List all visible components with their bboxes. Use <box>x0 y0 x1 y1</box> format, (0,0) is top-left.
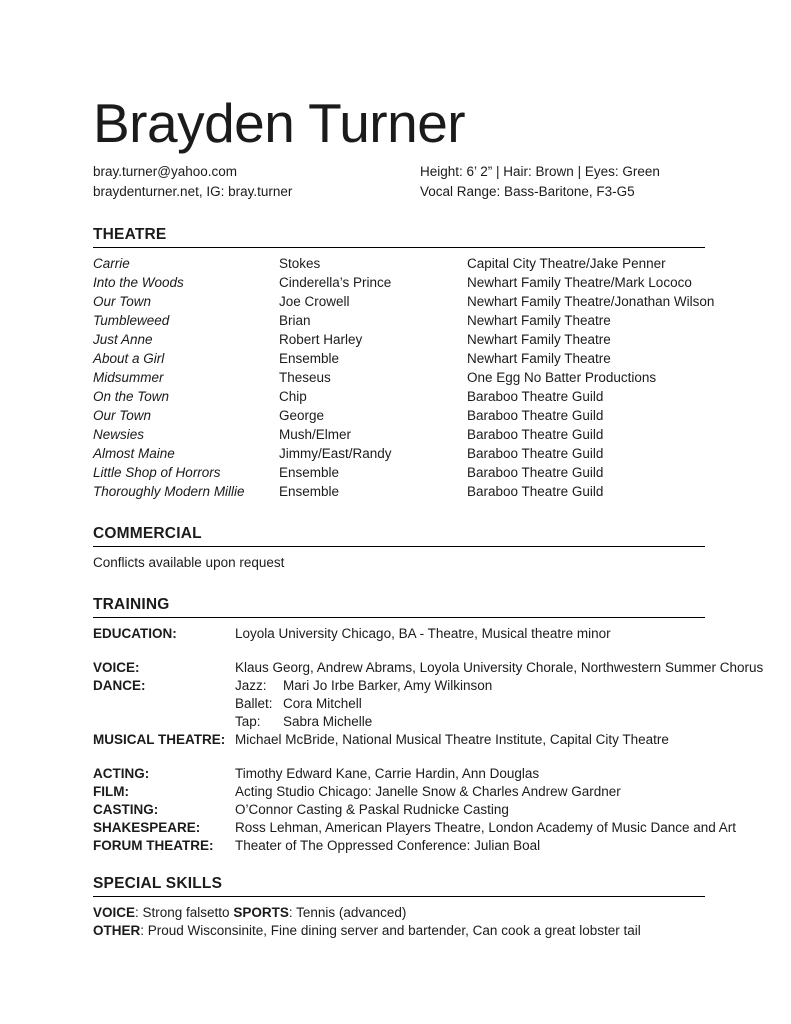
show-title: Newsies <box>93 426 145 442</box>
table-row <box>93 349 791 368</box>
training-row-film <box>93 783 791 801</box>
theatre-section-heading: THEATRE <box>93 226 705 248</box>
contact-web-social: braydenturner.net, IG: bray.turner <box>93 183 293 199</box>
role: Ensemble <box>279 464 340 480</box>
skill-label: VOICE <box>93 904 136 920</box>
role: Brian <box>279 312 311 328</box>
show-title: About a Girl <box>93 350 165 366</box>
skills-line-voice-sports <box>93 904 791 922</box>
training-row-dance <box>93 677 791 731</box>
show-title: Just Anne <box>93 331 153 347</box>
table-row <box>93 254 791 273</box>
role: George <box>279 407 325 423</box>
training-row-forum-theatre <box>93 837 791 855</box>
dance-line-tap <box>235 713 492 731</box>
table-row <box>93 292 791 311</box>
training-row-education <box>93 625 791 643</box>
training-value: Loyola University Chicago, BA - Theatre, Musical theatre minor <box>235 625 611 641</box>
show-title: Little Shop of Horrors <box>93 464 221 480</box>
training-value: Ross Lehman, American Players Theatre, London Academy of Music Dance and Art <box>235 819 737 835</box>
training-value: O’Connor Casting & Paskal Rudnicke Casting <box>235 801 509 817</box>
company: Baraboo Theatre Guild <box>467 426 604 442</box>
show-title: Thoroughly Modern Millie <box>93 483 245 499</box>
training-value: Theater of The Oppressed Conference: Julian Boal <box>235 837 541 853</box>
show-title: Our Town <box>93 293 152 309</box>
training-label: FILM: <box>93 783 129 799</box>
training-label: EDUCATION: <box>93 625 177 641</box>
company: One Egg No Batter Productions <box>467 369 657 385</box>
show-title: Midsummer <box>93 369 164 385</box>
physical-stats: Height: 6’ 2” | Hair: Brown | Eyes: Green <box>420 163 660 179</box>
table-row <box>93 406 791 425</box>
table-row <box>93 368 791 387</box>
company: Newhart Family Theatre <box>467 350 611 366</box>
role: Chip <box>279 388 307 404</box>
show-title: Our Town <box>93 407 152 423</box>
role: Theseus <box>279 369 331 385</box>
contact-block <box>93 162 791 202</box>
skill-text: : Proud Wisconsinite, Fine dining server and bartender, Can cook a great lobster tail <box>140 922 641 938</box>
skill-label: OTHER <box>93 922 141 938</box>
contact-right <box>420 162 660 202</box>
dance-line-ballet <box>235 695 492 713</box>
commercial-note: Conflicts available upon request <box>93 554 285 570</box>
company: Newhart Family Theatre <box>467 331 611 347</box>
company: Newhart Family Theatre/Mark Lococo <box>467 274 692 290</box>
skill-label: SPORTS <box>233 904 289 920</box>
company: Newhart Family Theatre <box>467 312 611 328</box>
table-row <box>93 330 791 349</box>
company: Newhart Family Theatre/Jonathan Wilson <box>467 293 715 309</box>
training-label: DANCE: <box>93 677 146 693</box>
training-section-heading: TRAINING <box>93 596 705 618</box>
table-row <box>93 311 791 330</box>
theatre-credits-table <box>93 254 791 501</box>
training-label: MUSICAL THEATRE: <box>93 731 226 747</box>
training-row-casting <box>93 801 791 819</box>
table-row <box>93 273 791 292</box>
role: Joe Crowell <box>279 293 350 309</box>
role: Ensemble <box>279 350 340 366</box>
skill-text: : Strong falsetto <box>135 904 234 920</box>
dance-teachers: Sabra Michelle <box>283 713 373 729</box>
training-row-acting <box>93 765 791 783</box>
page-title: Brayden Turner <box>93 92 466 154</box>
skill-text: : Tennis (advanced) <box>288 904 407 920</box>
show-title: Carrie <box>93 255 130 271</box>
training-value: Klaus Georg, Andrew Abrams, Loyola University Chorale, Northwestern Summer Chorus <box>235 659 764 675</box>
training-row-shakespeare <box>93 819 791 837</box>
skills-line-other <box>93 922 791 940</box>
vocal-range: Vocal Range: Bass-Baritone, F3-G5 <box>420 183 635 199</box>
role: Ensemble <box>279 483 340 499</box>
table-row <box>93 482 791 501</box>
special-skills-list <box>93 904 791 940</box>
show-title: Into the Woods <box>93 274 184 290</box>
dance-kind: Jazz: <box>235 677 267 693</box>
company: Baraboo Theatre Guild <box>467 388 604 404</box>
show-title: Tumbleweed <box>93 312 170 328</box>
company: Capital City Theatre/Jake Penner <box>467 255 666 271</box>
table-row <box>93 444 791 463</box>
show-title: Almost Maine <box>93 445 175 461</box>
company: Baraboo Theatre Guild <box>467 464 604 480</box>
training-row-voice <box>93 659 791 677</box>
training-label: ACTING: <box>93 765 150 781</box>
training-label: VOICE: <box>93 659 140 675</box>
role: Cinderella’s Prince <box>279 274 392 290</box>
dance-kind: Ballet: <box>235 695 273 711</box>
role: Robert Harley <box>279 331 363 347</box>
training-value: Timothy Edward Kane, Carrie Hardin, Ann Douglas <box>235 765 540 781</box>
role: Mush/Elmer <box>279 426 352 442</box>
dance-teachers: Mari Jo Irbe Barker, Amy Wilkinson <box>283 677 493 693</box>
training-value: Acting Studio Chicago: Janelle Snow & Charles Andrew Gardner <box>235 783 621 799</box>
role: Stokes <box>279 255 321 271</box>
training-label: SHAKESPEARE: <box>93 819 201 835</box>
table-row <box>93 425 791 444</box>
training-value: Michael McBride, National Musical Theatre Institute, Capital City Theatre <box>235 731 669 747</box>
training-list <box>93 625 791 855</box>
commercial-section-heading: COMMERCIAL <box>93 525 705 547</box>
company: Baraboo Theatre Guild <box>467 407 604 423</box>
role: Jimmy/East/Randy <box>279 445 392 461</box>
dance-sublist <box>235 677 492 731</box>
table-row <box>93 387 791 406</box>
training-label: CASTING: <box>93 801 159 817</box>
contact-left <box>93 162 420 202</box>
training-row-musical-theatre <box>93 731 791 749</box>
training-label: FORUM THEATRE: <box>93 837 214 853</box>
contact-email: bray.turner@yahoo.com <box>93 163 238 179</box>
special-skills-section-heading: SPECIAL SKILLS <box>93 875 705 897</box>
dance-line-jazz <box>235 677 492 695</box>
table-row <box>93 463 791 482</box>
dance-kind: Tap: <box>235 713 261 729</box>
show-title: On the Town <box>93 388 170 404</box>
dance-teachers: Cora Mitchell <box>283 695 362 711</box>
company: Baraboo Theatre Guild <box>467 445 604 461</box>
company: Baraboo Theatre Guild <box>467 483 604 499</box>
